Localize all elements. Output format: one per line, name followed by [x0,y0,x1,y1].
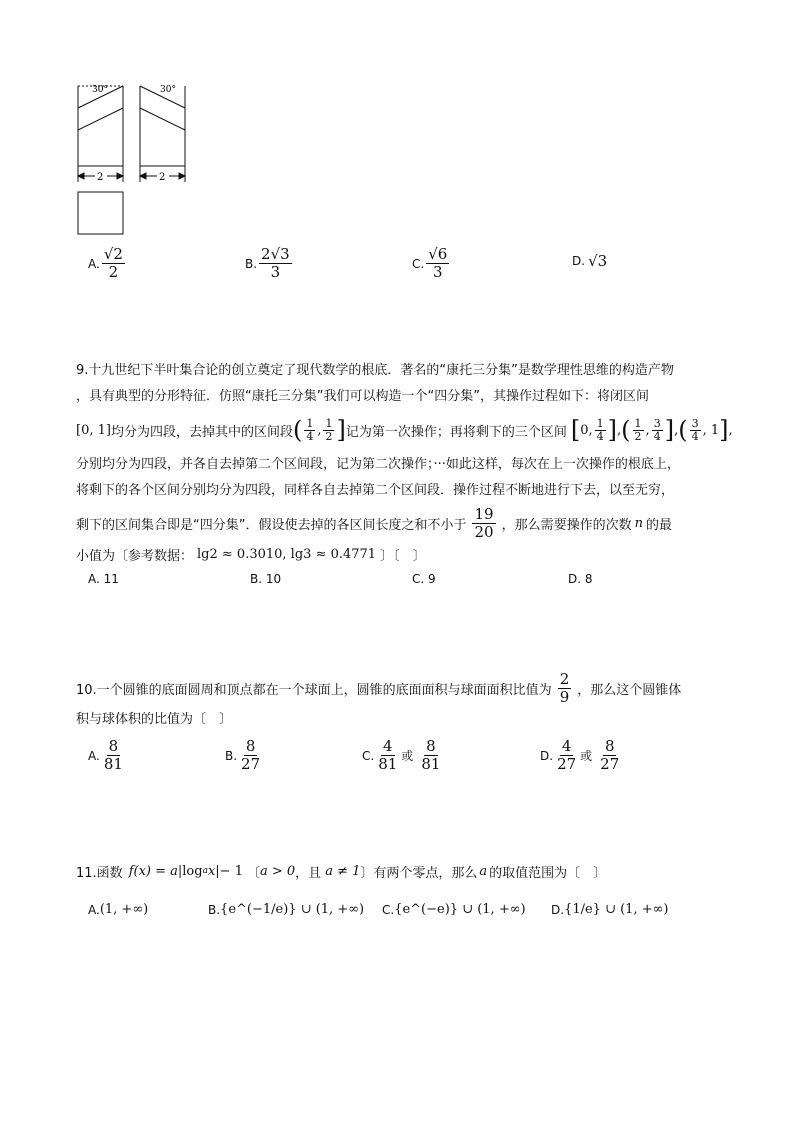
q9-frac-1-2: $\frac{1}{2}$ [325,416,333,443]
q9-frac-19-20: $\frac{19}{20}$ [474,504,494,541]
three-view-figure [70,80,190,240]
q9-line-7: 小值为〔参考数据： lg2 ≈ 0.3010, lg3 ≈ 0.4771 〕〔 〕 [76,546,426,564]
q8-option-b[interactable] [245,246,294,281]
q9-option-c[interactable]: C. 9 [412,572,436,586]
left-view [78,86,123,182]
q9-line-5: 将剩下的各个区间分别均分为四段，同样各自去掉第二个区间段．操作过程不断地进行下去，以至无穷， [76,483,675,498]
q10-line-2: 积与球体积的比值为〔 〕 [76,712,233,727]
q8-option-b-fraction: $\frac{2√3}{3}$ [261,245,290,281]
q9-line-6: 剩下的区间集合即是“四分集”．假设使去掉的各区间长度之和不小于 $\frac{19}{20}$ ，那么需要操作的次数 n 的最 [76,504,672,541]
q8-option-c-fraction: $\frac{√6}{3}$ [428,245,448,281]
dim-label-left: 2 [97,172,104,183]
q8-option-a-fraction: $\frac{√2}{2}$ [103,245,123,281]
q11-option-d[interactable]: D. {1/e} ∪ (1, +∞) [551,902,669,917]
q10-line-1: 10.一个圆锥的底面圆周和顶点都在一个球面上，圆锥的底面面积与球面面积比值为 $\frac{2}{9}$ ，那么这个圆锥体 [76,669,682,706]
q9-option-b[interactable]: B. 10 [250,572,282,586]
q11-option-a[interactable]: A. (1, +∞) [88,902,149,917]
q9-paren: ( [292,416,303,444]
q9-option-a[interactable]: A. 11 [88,572,119,586]
q10-option-c[interactable]: C. $\frac{4}{81}$ 或 $\frac{8}{81}$ [362,737,441,773]
q9-interval-0-1: [0, 1] [76,422,111,438]
angle-label-left: 30° [92,85,108,95]
q9-frac-1-4: $\frac{1}{4}$ [306,416,314,443]
q8-option-c[interactable] [412,246,451,281]
q11-option-c[interactable]: C. {e^(−e)} ∪ (1, +∞) [382,902,526,917]
q8-option-d-value: √3 [588,252,608,270]
q10-frac-2-9: $\frac{2}{9}$ [559,669,570,706]
q8-option-a[interactable] [88,246,127,281]
q9-line-1: 9.十九世纪下半叶集合论的创立奠定了现代数学的根底．著名的“康托三分集”是数学理性思维的构造产物 [76,363,674,378]
q10-option-d[interactable]: D. $\frac{4}{27}$ 或 $\frac{8}{27}$ [540,737,620,773]
q9-line-3-text-a: 均分为四段，去掉其中的区间段 [110,424,293,440]
q9-line-2: ，具有典型的分形特征．仿照“康托三分集”我们可以构造一个“四分集”，其操作过程如下：将闭区间 [76,389,649,404]
q10-option-a[interactable]: A. $\frac{8}{81}$ [88,737,123,773]
q9-line-3-text-b: 记为第一次操作；再将剩下的三个区间 [345,424,567,440]
q8-option-b-label: B. [245,256,258,271]
q8-option-a-label: A. [88,256,100,271]
q9-reference-data: lg2 ≈ 0.3010, lg3 ≈ 0.4771 [197,546,377,562]
dim-label-right: 2 [159,172,166,183]
q11-option-b[interactable]: B. {e^(−1/e)} ∪ (1, +∞) [208,902,365,917]
angle-label-right: 30° [160,85,176,95]
q11-function: f(x) = a [128,863,178,879]
q9-line-4: 分别均分为四段，并各自去掉第二个区间段，记为第二次操作；···如此这样，每次在上一次操作的根底上， [76,457,680,472]
q11-stem: 11.函数 f(x) = a |log a x| − 1 〔 a > 0 ，且 a ≠ 1 〕有两个零点，那么 a 的取值范围为〔 〕 [76,863,607,881]
q9-line-3: [0, 1] 均分为四段，去掉其中的区间段 ( $\frac{1}{4}$ , $\frac{1}{2}$ ] 记为第一次操作；再将剩下的三个区间 [ 0, $\frac{1}{4}$ ] , ( $\frac{1}{2}$ , $\frac{3}{4}$ ] , ( $\frac{3}{4}$ , 1 ] , [76,416,733,444]
q9-option-d[interactable]: D. 8 [568,572,593,586]
q8-option-d-label: D. [572,254,586,268]
top-view [78,192,123,234]
right-view [140,86,185,182]
q10-option-b[interactable]: B. $\frac{8}{27}$ [225,737,261,773]
q8-option-d[interactable] [572,252,607,270]
q8-option-c-label: C. [412,256,425,271]
